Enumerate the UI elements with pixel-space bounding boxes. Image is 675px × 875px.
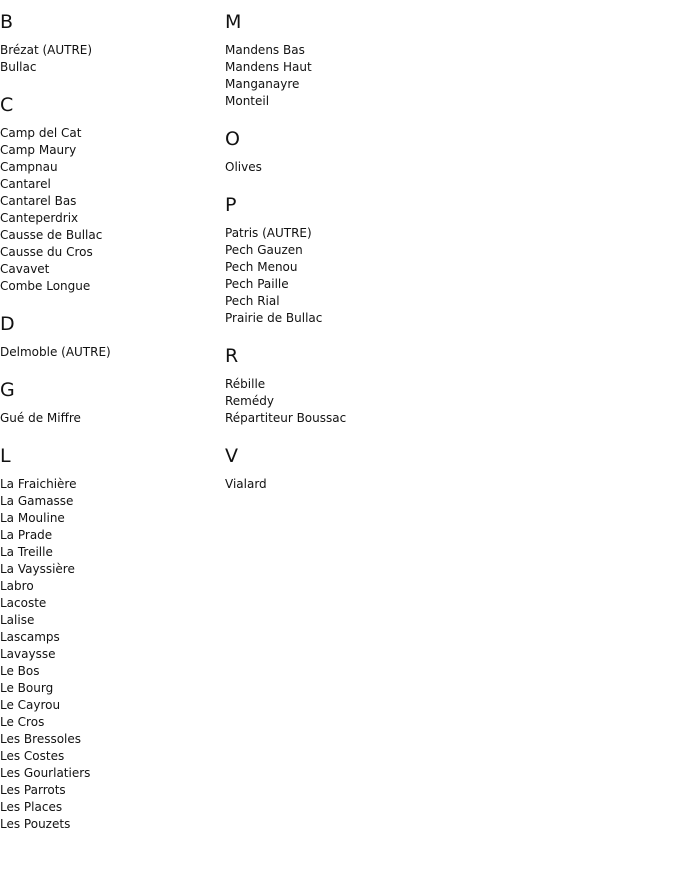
- place-link[interactable]: Olives: [225, 160, 262, 174]
- letter-section: [225, 191, 445, 327]
- place-link[interactable]: Delmoble (AUTRE): [0, 345, 111, 359]
- place-link[interactable]: Cantarel: [0, 177, 51, 191]
- place-link[interactable]: Pech Paille: [225, 277, 289, 291]
- letter-section: [0, 442, 220, 833]
- place-link[interactable]: Monteil: [225, 94, 270, 108]
- place-link[interactable]: Prairie de Bullac: [225, 311, 323, 325]
- section-letter-heading: G: [0, 379, 15, 401]
- place-link[interactable]: Le Cros: [0, 715, 45, 729]
- index-column-right: [225, 8, 445, 493]
- letter-section: [0, 91, 220, 295]
- letter-section: [225, 8, 445, 110]
- place-link[interactable]: Les Gourlatiers: [0, 766, 91, 780]
- place-link[interactable]: Vialard: [225, 477, 267, 491]
- place-link[interactable]: Lacoste: [0, 596, 47, 610]
- section-letter-heading: L: [0, 445, 11, 467]
- place-link[interactable]: Mandens Bas: [225, 43, 305, 57]
- place-link[interactable]: Lascamps: [0, 630, 60, 644]
- place-link[interactable]: La Prade: [0, 528, 53, 542]
- place-link[interactable]: La Vayssière: [0, 562, 75, 576]
- place-link[interactable]: Manganayre: [225, 77, 300, 91]
- letter-section: [0, 310, 220, 361]
- place-link[interactable]: Pech Gauzen: [225, 243, 303, 257]
- place-list: [225, 225, 445, 327]
- place-link[interactable]: Pech Rial: [225, 294, 280, 308]
- place-link[interactable]: Répartiteur Boussac: [225, 411, 347, 425]
- letter-section: [225, 442, 445, 493]
- place-link[interactable]: Les Bressoles: [0, 732, 82, 746]
- letter-section: [0, 8, 220, 76]
- place-link[interactable]: Camp Maury: [0, 143, 77, 157]
- place-link[interactable]: Remédy: [225, 394, 274, 408]
- place-link[interactable]: La Gamasse: [0, 494, 74, 508]
- place-list: [225, 376, 445, 427]
- place-link[interactable]: Gué de Miffre: [0, 411, 81, 425]
- place-list: [0, 410, 220, 427]
- place-link[interactable]: Cavavet: [0, 262, 50, 276]
- place-link[interactable]: Mandens Haut: [225, 60, 312, 74]
- place-link[interactable]: La Fraichière: [0, 477, 77, 491]
- place-link[interactable]: Canteperdrix: [0, 211, 79, 225]
- place-link[interactable]: La Treille: [0, 545, 53, 559]
- letter-section: [225, 342, 445, 427]
- place-link[interactable]: Le Bos: [0, 664, 40, 678]
- letter-section: [225, 125, 445, 176]
- place-list: [225, 42, 445, 110]
- place-link[interactable]: Brézat (AUTRE): [0, 43, 93, 57]
- place-link[interactable]: Bullac: [0, 60, 37, 74]
- section-letter-heading: V: [225, 445, 238, 467]
- place-link[interactable]: Cantarel Bas: [0, 194, 77, 208]
- place-list: [225, 476, 445, 493]
- place-link[interactable]: Campnau: [0, 160, 58, 174]
- place-link[interactable]: Lavaysse: [0, 647, 56, 661]
- letter-section: [0, 376, 220, 427]
- place-link[interactable]: Causse de Bullac: [0, 228, 103, 242]
- place-link[interactable]: Les Places: [0, 800, 63, 814]
- place-link[interactable]: Les Pouzets: [0, 817, 71, 831]
- index-column-left: [0, 8, 220, 833]
- place-link[interactable]: Combe Longue: [0, 279, 91, 293]
- place-link[interactable]: Lalise: [0, 613, 35, 627]
- place-list: [225, 159, 445, 176]
- place-link[interactable]: Les Costes: [0, 749, 65, 763]
- place-link[interactable]: Le Bourg: [0, 681, 54, 695]
- place-list: [0, 42, 220, 76]
- section-letter-heading: C: [0, 94, 14, 116]
- section-letter-heading: D: [0, 313, 15, 335]
- section-letter-heading: O: [225, 128, 240, 150]
- section-letter-heading: R: [225, 345, 239, 367]
- place-list: [0, 476, 220, 833]
- section-letter-heading: M: [225, 11, 242, 33]
- place-link[interactable]: Rébille: [225, 377, 266, 391]
- place-link[interactable]: La Mouline: [0, 511, 65, 525]
- place-link[interactable]: Pech Menou: [225, 260, 298, 274]
- place-link[interactable]: Les Parrots: [0, 783, 66, 797]
- place-link[interactable]: Patris (AUTRE): [225, 226, 312, 240]
- section-letter-heading: B: [0, 11, 14, 33]
- place-list: [0, 125, 220, 295]
- place-link[interactable]: Labro: [0, 579, 34, 593]
- place-link[interactable]: Le Cayrou: [0, 698, 61, 712]
- place-link[interactable]: Causse du Cros: [0, 245, 93, 259]
- place-link[interactable]: Camp del Cat: [0, 126, 82, 140]
- place-list: [0, 344, 220, 361]
- section-letter-heading: P: [225, 194, 237, 216]
